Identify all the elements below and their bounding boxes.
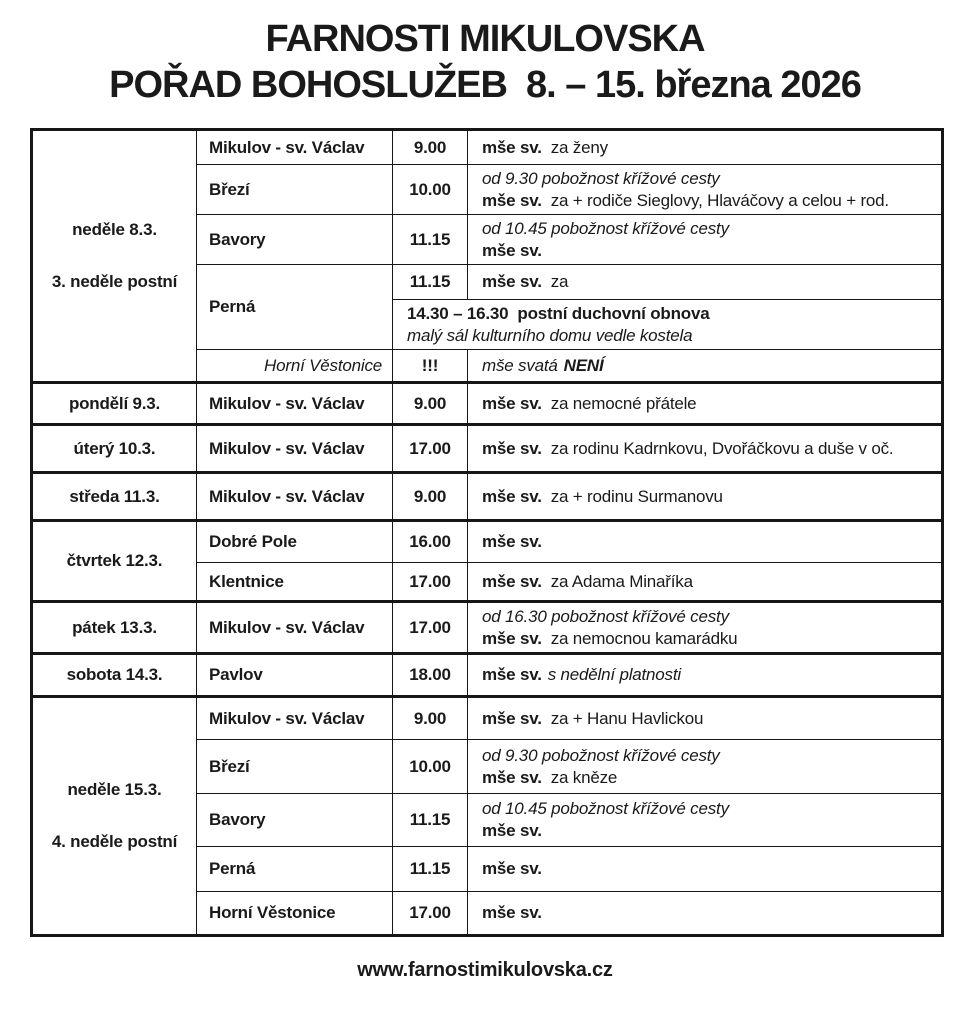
schedule-row xyxy=(32,425,943,473)
mass-label: mše sv. xyxy=(482,393,542,413)
schedule-row xyxy=(32,473,943,521)
service-cell xyxy=(468,740,943,794)
schedule-row xyxy=(32,602,943,654)
schedule-row xyxy=(32,521,943,563)
service-cell xyxy=(468,697,943,740)
mass-label: mše sv. xyxy=(482,821,542,840)
time-cell: 9.00 xyxy=(393,697,468,740)
place-cell: Pavlov xyxy=(197,654,393,697)
intention-text: za + rodinu Surmanovu xyxy=(550,486,723,506)
intention-text: za xyxy=(550,272,569,291)
time-cell: 9.00 xyxy=(393,383,468,425)
day-cell-friday: pátek 13.3. xyxy=(32,602,197,654)
intention-text: za rodinu Kadrnkovu, Dvořáčkovu a duše v oč. xyxy=(550,438,894,458)
schedule-row xyxy=(32,654,943,697)
mass-label: mše sv. xyxy=(482,486,542,506)
place-cell: Mikulov - sv. Václav xyxy=(197,425,393,473)
intention-text: za + Hanu Havlickou xyxy=(550,708,704,728)
day-date: neděle 8.3. xyxy=(72,220,157,239)
service-cell xyxy=(468,425,943,473)
special-event-cell xyxy=(393,300,943,350)
day-cell-saturday: sobota 14.3. xyxy=(32,654,197,697)
place-cell: Březí xyxy=(197,740,393,794)
intention-text: za Adama Minaříka xyxy=(550,571,693,591)
mass-label: mše sv. xyxy=(482,137,542,157)
place-cell: Mikulov - sv. Václav xyxy=(197,473,393,521)
no-mass-emphasis: NENÍ xyxy=(563,355,604,375)
place-cell: Březí xyxy=(197,165,393,215)
mass-label: mše sv. xyxy=(482,767,542,787)
service-cell xyxy=(468,794,943,847)
place-cell: Mikulov - sv. Václav xyxy=(197,130,393,165)
service-cell xyxy=(468,383,943,425)
mass-label: mše sv. xyxy=(482,628,542,648)
service-cell xyxy=(468,892,943,936)
mass-label: mše sv. xyxy=(482,859,542,878)
time-cell: 17.00 xyxy=(393,563,468,602)
place-cell: Klentnice xyxy=(197,563,393,602)
day-cell-monday: pondělí 9.3. xyxy=(32,383,197,425)
schedule-row xyxy=(32,130,943,165)
service-cell xyxy=(468,521,943,563)
mass-label: mše sv. xyxy=(482,665,542,684)
service-cell xyxy=(468,847,943,892)
devotion-note: od 9.30 pobožnost křížové cesty xyxy=(482,168,720,188)
time-cell: 17.00 xyxy=(393,425,468,473)
time-cell: 17.00 xyxy=(393,892,468,936)
devotion-note: od 10.45 pobožnost křížové cesty xyxy=(482,218,729,238)
time-cell: 11.15 xyxy=(393,265,468,300)
devotion-note: od 16.30 pobožnost křížové cesty xyxy=(482,606,729,626)
service-cell xyxy=(468,350,943,383)
document-title xyxy=(0,16,970,108)
service-cell xyxy=(468,165,943,215)
time-cell: 11.15 xyxy=(393,215,468,265)
service-cell xyxy=(468,130,943,165)
day-cell-sunday-15-3 xyxy=(32,697,197,936)
day-cell-sunday-8-3 xyxy=(32,130,197,383)
time-cell: 17.00 xyxy=(393,602,468,654)
place-cell: Bavory xyxy=(197,215,393,265)
devotion-note: od 10.45 pobožnost křížové cesty xyxy=(482,799,729,818)
schedule-row xyxy=(32,697,943,740)
service-cell xyxy=(468,654,943,697)
schedule-row xyxy=(32,383,943,425)
mass-label: mše sv. xyxy=(482,571,542,591)
intention-text: za + rodiče Sieglovy, Hlaváčovy a celou + rod. xyxy=(550,190,889,210)
day-cell-tuesday: úterý 10.3. xyxy=(32,425,197,473)
place-cell: Perná xyxy=(197,265,393,350)
mass-label: mše sv. xyxy=(482,903,542,922)
footer-url: www.farnostimikulovska.cz xyxy=(357,959,613,981)
place-cell: Bavory xyxy=(197,794,393,847)
place-cell: Mikulov - sv. Václav xyxy=(197,602,393,654)
devotion-note: od 9.30 pobožnost křížové cesty xyxy=(482,745,720,765)
time-cell: 9.00 xyxy=(393,473,468,521)
title-line-1: FARNOSTI MIKULOVSKA xyxy=(265,18,705,60)
day-liturgical-name: 3. neděle postní xyxy=(51,272,178,291)
intention-text: s nedělní platnosti xyxy=(547,665,681,684)
place-cell: Mikulov - sv. Václav xyxy=(197,697,393,740)
mass-label: mše sv. xyxy=(482,438,542,458)
mass-label: mše sv. xyxy=(482,240,542,260)
intention-text: za ženy xyxy=(550,137,608,157)
intention-text: za kněze xyxy=(550,767,618,787)
time-cell: !!! xyxy=(393,350,468,383)
day-date: neděle 15.3. xyxy=(67,780,162,799)
intention-text: za nemocnou kamarádku xyxy=(550,628,738,648)
schedule-table-wrapper xyxy=(30,128,970,937)
time-cell: 10.00 xyxy=(393,740,468,794)
service-cell xyxy=(468,473,943,521)
day-cell-thursday: čtvrtek 12.3. xyxy=(32,521,197,602)
mass-schedule-table xyxy=(30,128,944,937)
day-liturgical-name: 4. neděle postní xyxy=(51,832,178,851)
place-cell: Dobré Pole xyxy=(197,521,393,563)
mass-label: mše sv. xyxy=(482,272,542,291)
event-location-note: malý sál kulturního domu vedle kostela xyxy=(407,325,693,345)
event-title: 14.30 – 16.30 postní duchovní obnova xyxy=(407,303,710,323)
place-cell: Perná xyxy=(197,847,393,892)
service-cell xyxy=(468,602,943,654)
mass-label: mše sv. xyxy=(482,190,542,210)
day-cell-wednesday: středa 11.3. xyxy=(32,473,197,521)
service-cell xyxy=(468,265,943,300)
service-cell xyxy=(468,563,943,602)
time-cell: 10.00 xyxy=(393,165,468,215)
time-cell: 18.00 xyxy=(393,654,468,697)
time-cell: 11.15 xyxy=(393,847,468,892)
mass-label: mše sv. xyxy=(482,532,542,551)
time-cell: 9.00 xyxy=(393,130,468,165)
place-cell: Mikulov - sv. Václav xyxy=(197,383,393,425)
service-cell xyxy=(468,215,943,265)
place-cell: Horní Věstonice xyxy=(197,350,393,383)
mass-label: mše sv. xyxy=(482,708,542,728)
title-line-2: POŘAD BOHOSLUŽEB 8. – 15. března 2026 xyxy=(109,64,861,106)
time-cell: 11.15 xyxy=(393,794,468,847)
time-cell: 16.00 xyxy=(393,521,468,563)
no-mass-text: mše svatá xyxy=(482,355,558,375)
intention-text: za nemocné přátele xyxy=(550,393,697,413)
place-cell: Horní Věstonice xyxy=(197,892,393,936)
